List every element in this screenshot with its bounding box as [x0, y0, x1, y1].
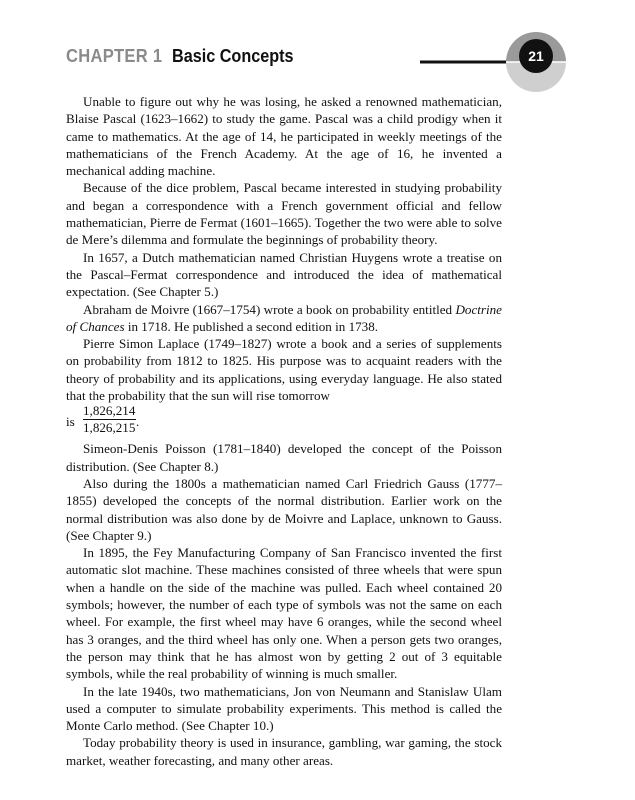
paragraph: In the late 1940s, two mathematicians, Jon von Neumann and Stanislaw Ulam used a computer to simulate probability experiments. This method is called the Monte Carlo method. (See Chapter 10.): [66, 683, 502, 734]
paragraph: Because of the dice problem, Pascal became interested in studying probability and began a correspondence with a French government official and fellow mathematician, Pierre de Fermat (1601–1665). Together the two were able to solve de Mere’s dilemma and formulate the beginnings of probability theory.: [66, 180, 502, 248]
chapter-label: CHAPTER 1: [66, 46, 163, 66]
paragraph-moivre: Abraham de Moivre (1667–1754) wrote a book on probability entitled Doctrine of Chances in 1718. He published a second edition in 1738.: [66, 301, 502, 334]
paragraph: Unable to figure out why he was losing, he asked a renowned mathematician, Blaise Pascal (1623–1662) to study the game. Pascal was a child prodigy when it came to mathematics. At the age of 14, he participated in weekly meetings of the mathematicians of the French Academy. At the age of 16, he invented a mechanical adding machine.: [66, 94, 502, 179]
paragraph: In 1657, a Dutch mathematician named Christian Huygens wrote a treatise on the Pascal–Fermat correspondence and introduced the idea of mathematical expectation. (See Chapter 5.): [66, 249, 502, 300]
fraction-period: .: [136, 414, 140, 430]
fraction-denominator: 1,826,215: [83, 420, 136, 436]
book-title: Doctrine of Chances: [66, 301, 502, 334]
paragraph: Simeon-Denis Poisson (1781–1840) developed the concept of the Poisson distribution. (See Chapter 8.): [66, 441, 502, 474]
body-text: [66, 93, 502, 769]
fraction-lead-word: is: [66, 414, 75, 430]
chapter-title: Basic Concepts: [172, 46, 294, 66]
paragraph: Today probability theory is used in insurance, gambling, war gaming, the stock market, weather forecasting, and many other areas.: [66, 735, 502, 768]
paragraph: In 1895, the Fey Manufacturing Company of San Francisco invented the first automatic slot machine. These machines consisted of three wheels that were spun when a handle on the side of the machine was pulled. Each wheel contained 20 symbols; however, the number of each type of symbols was not the same on each wheel. For example, the first wheel may have 6 oranges, while the second wheel has 3 oranges, and the third wheel has only one. When a person gets two oranges, the person may think that he has almost won by getting 2 out of 3 equitable symbols, while the real probability of winning is much smaller.: [66, 545, 502, 682]
paragraph: Also during the 1800s a mathematician named Carl Friedrich Gauss (1777–1855) developed the concepts of the normal distribution. Earlier work on the normal distribution was also done by de Moivre and Laplace, unknown to Gauss. (See Chapter 9.): [66, 475, 502, 543]
page-number: 21: [528, 48, 544, 64]
fraction-numerator: 1,826,214: [83, 403, 136, 419]
page-header: [0, 0, 635, 100]
paragraph: Pierre Simon Laplace (1749–1827) wrote a book and a series of supplements on probability from 1812 to 1825. His purpose was to acquaint readers with the theory of probability and its applications, using everyday language. He also stated that the probability that the sun will rise tomorrow: [66, 336, 502, 404]
probability-fraction: [66, 404, 502, 440]
